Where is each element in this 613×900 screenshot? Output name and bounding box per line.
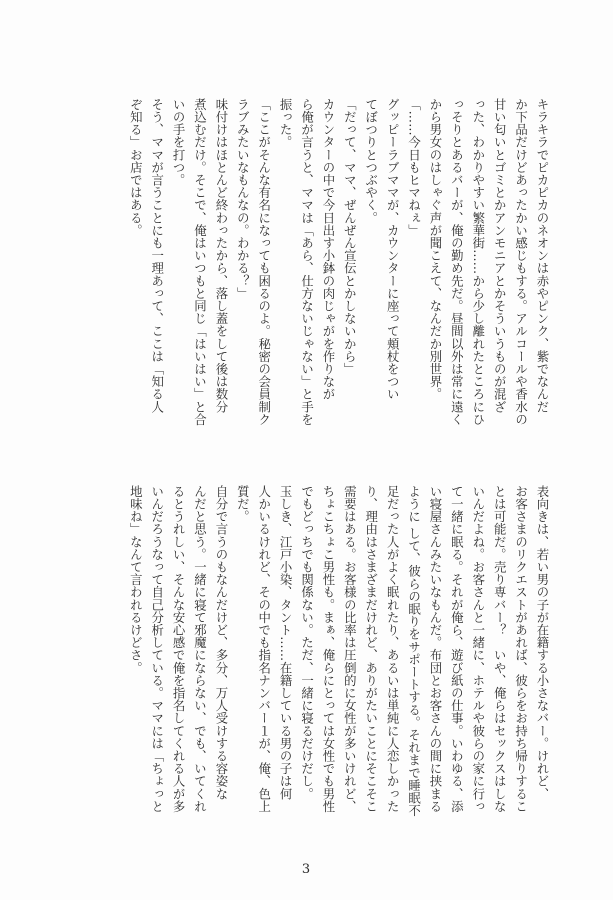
text-line: グッピーラブママが、カウンターに座って頬杖をつい xyxy=(385,98,401,401)
text-line: 煮込むだけ。そこで、俺はいつもと同じ「はいはい」と合 xyxy=(192,98,208,426)
text-line: ちょこちょこ男性も。まぁ、俺らにとっては女性でも男性 xyxy=(320,485,336,813)
text-line: とは可能だ。売り専バー？ いや、俺らはセックスはしな xyxy=(492,485,508,813)
text-line: った、わかりやすい繁華街……から少し離れたところにひ xyxy=(470,98,486,426)
text-line: いんだよね。お客さんと一緒に、ホテルや彼らの家に行っ xyxy=(470,485,486,813)
text-line: いんだろうなって自己分析している。ママには「ちょっと xyxy=(149,485,165,813)
text-line: っそりとあるバーが、俺の勤め先だ。昼間以外は常に遠く xyxy=(449,98,465,426)
text-line: 自分で言うのもなんだけど、多分、万人受けする容姿な xyxy=(213,485,229,800)
text-line: いの手を打つ。 xyxy=(171,98,187,187)
text-line: 振った。 xyxy=(278,98,294,149)
text-line: るとうれしい、そんな安心感で俺を指名してくれる人が多 xyxy=(171,485,187,813)
text-line: り、理由はさまざまだけれど、ありがたいことにそこそこ xyxy=(363,485,379,813)
text-line: ら俺が言うと、ママは「あら、仕方ないじゃない」と手を xyxy=(299,98,315,426)
text-line: て一緒に眠る。それが俺ら、遊び紙の仕事。いわゆる、添 xyxy=(449,485,465,813)
text-line: 玉しき、江戸小染、タント……在籍している男の子は何 xyxy=(278,485,294,800)
text-line: でもどっちでも関係ない。ただ、一緒に寝るだけだし。 xyxy=(299,485,315,800)
text-line: 足だった人がよく眠れたり、あるいは単純に人恋しかった xyxy=(385,485,401,813)
text-line: 甘い匂いとゴミとかアンモニアとかそういうものが混ざ xyxy=(492,98,508,413)
text-line: んだと思う。一緒に寝て邪魔にならない、でも、いてくれ xyxy=(192,485,208,813)
text-line: 地味ね」なんて言われるけどさ。 xyxy=(128,485,144,674)
text-line: お客さまのリクエストがあれば、彼らをお持ち帰りするこ xyxy=(513,485,529,813)
text-line: 「……今日もヒマねぇ」 xyxy=(406,98,422,237)
text-column-bottom xyxy=(103,485,553,825)
text-line: ラブみたいなもんなの。わかる？」 xyxy=(235,98,251,300)
page-number: 3 xyxy=(301,862,312,877)
text-line: 表向きは、若い男の子が在籍する小さなバー。けれど、 xyxy=(535,485,550,800)
text-line: キラキラでピカピカのネオンは赤やピンク、紫でなんだ xyxy=(535,98,550,413)
text-line: そう、ママが言うことにも一理あって、ここは「知る人 xyxy=(149,98,165,413)
text-line: てぼつりとつぶやく。 xyxy=(363,98,379,224)
text-line: 「ここがそんな有名になっても困るのよ。秘密の会員制ク xyxy=(256,98,272,426)
text-line: カウンターの中で今日出す小鉢の肉じゃがを作りなが xyxy=(320,98,336,401)
text-line: ぞ知る」お店ではある。 xyxy=(128,98,144,237)
text-line: 味付けはほとんど終わったから、落し蓋をして後は数分 xyxy=(213,98,229,413)
text-line: 人かいるけれど、その中でも指名ナンバー１が、俺、色上 xyxy=(256,485,272,813)
text-line: から男女のはしゃぐ声が聞こえて、なんだか別世界。 xyxy=(427,98,443,401)
text-line: ように して、彼らの眠りをサポートする。それまで睡眠不 xyxy=(406,485,422,817)
text-line: か下品だけどあったかい感じもする。アルコールや香水の xyxy=(513,98,529,426)
text-column-top xyxy=(103,98,553,438)
text-line: 「だって、ママ、ぜんぜん宣伝とかしないから」 xyxy=(342,98,358,376)
text-line: い寝屋さんみたいなもんだ。布団とお客さんの間に挟まる xyxy=(427,485,443,813)
text-line: 質だ。 xyxy=(235,485,251,523)
text-line: 需要はある。お客様の比率は圧倒的に女性が多いけれど、 xyxy=(342,485,358,813)
